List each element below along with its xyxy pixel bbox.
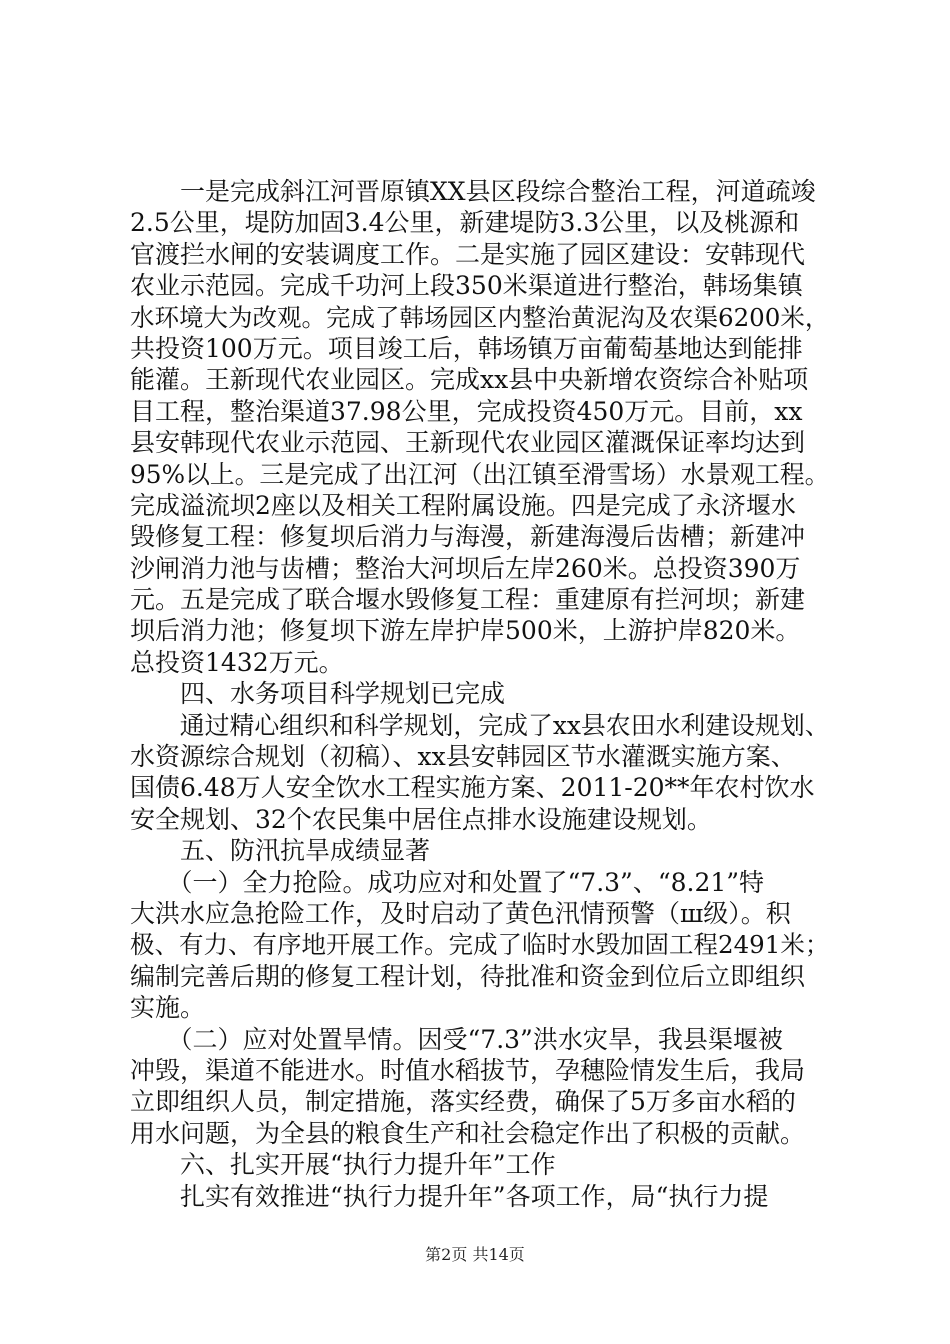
text-line: 坝后消力池；修复坝下游左岸护岸500米，上游护岸820米。 [130,616,801,646]
text-line: 立即组织人员，制定措施，落实经费，确保了5万多亩水稻的 [130,1087,796,1117]
text-line: 目工程，整治渠道37.98公里，完成投资450万元。目前，xx [130,396,803,426]
text-line: 共投资100万元。项目竣工后，韩场镇万亩葡萄基地达到能排 [130,333,803,363]
text-line: 通过精心组织和科学规划，完成了xx县农田水利建设规划、 [130,710,830,740]
text-line: 实施。 [130,993,206,1023]
text-line: 国债6.48万人安全饮水工程实施方案、2011-20**年农村饮水 [130,773,815,803]
text-line: 极、有力、有序地开展工作。完成了临时水毁加固工程2491米； [130,930,830,960]
document-body [130,176,830,1212]
text-line: 用水问题，为全县的粮食生产和社会稳定作出了积极的贡献。 [130,1118,806,1148]
text-line: 水资源综合规划（初稿）、xx县安韩园区节水灌溉实施方案、 [130,742,796,772]
text-line: 编制完善后期的修复工程计划，待批准和资金到位后立即组织 [130,961,806,991]
text-line: 大洪水应急抢险工作，及时启动了黄色汛情预警（ш级）。积 [130,898,791,928]
text-line: 能灌。王新现代农业园区。完成xx县中央新增农资综合补贴项 [130,365,809,395]
text-line: 元。五是完成了联合堰水毁修复工程：重建原有拦河坝；新建 [130,585,806,615]
section-heading: 四、水务项目科学规划已完成 [130,679,506,709]
text-line: 官渡拦水闸的安装调度工作。二是实施了园区建设：安韩现代 [130,239,806,269]
text-line: 县安韩现代农业示范园、王新现代农业园区灌溉保证率均达到 [130,428,806,458]
text-line: 安全规划、32个农民集中居住点排水设施建设规划。 [130,804,712,834]
text-line: 2.5公里，堤防加固3.4公里，新建堤防3.3公里，以及桃源和 [130,208,800,238]
text-line: 完成溢流坝2座以及相关工程附属设施。四是完成了永济堰水 [130,490,796,520]
text-line: 水环境大为改观。完成了韩场园区内整治黄泥沟及农渠6200米， [130,302,830,332]
text-line: （一）全力抢险。成功应对和处置了“7.3”、“8.21”特 [130,867,765,897]
section-heading: 五、防汛抗旱成绩显著 [130,836,431,866]
text-line: 95%以上。三是完成了出江河（出江镇至滑雪场）水景观工程。 [130,459,830,489]
page-number-footer: 第2页 共14页 [425,1245,525,1264]
text-line: （二）应对处置旱情。因受“7.3”洪水灾旱，我县渠堰被 [130,1024,783,1054]
text-line: 沙闸消力池与齿槽；整治大河坝后左岸260米。总投资390万 [130,553,801,583]
text-line: 毁修复工程：修复坝后消力与海漫，新建海漫后齿槽；新建冲 [130,522,806,552]
text-line: 一是完成斜江河晋原镇XX县区段综合整治工程，河道疏竣 [130,177,816,206]
text-line: 冲毁，渠道不能进水。时值水稻拔节，孕穗险情发生后，我局 [130,1055,806,1085]
text-line: 扎实有效推进“执行力提升年”各项工作，局“执行力提 [130,1181,769,1211]
text-line: 农业示范园。完成千功河上段350米渠道进行整治，韩场集镇 [130,271,803,301]
text-line: 总投资1432万元。 [130,647,344,677]
section-heading: 六、扎实开展“执行力提升年”工作 [130,1150,556,1180]
